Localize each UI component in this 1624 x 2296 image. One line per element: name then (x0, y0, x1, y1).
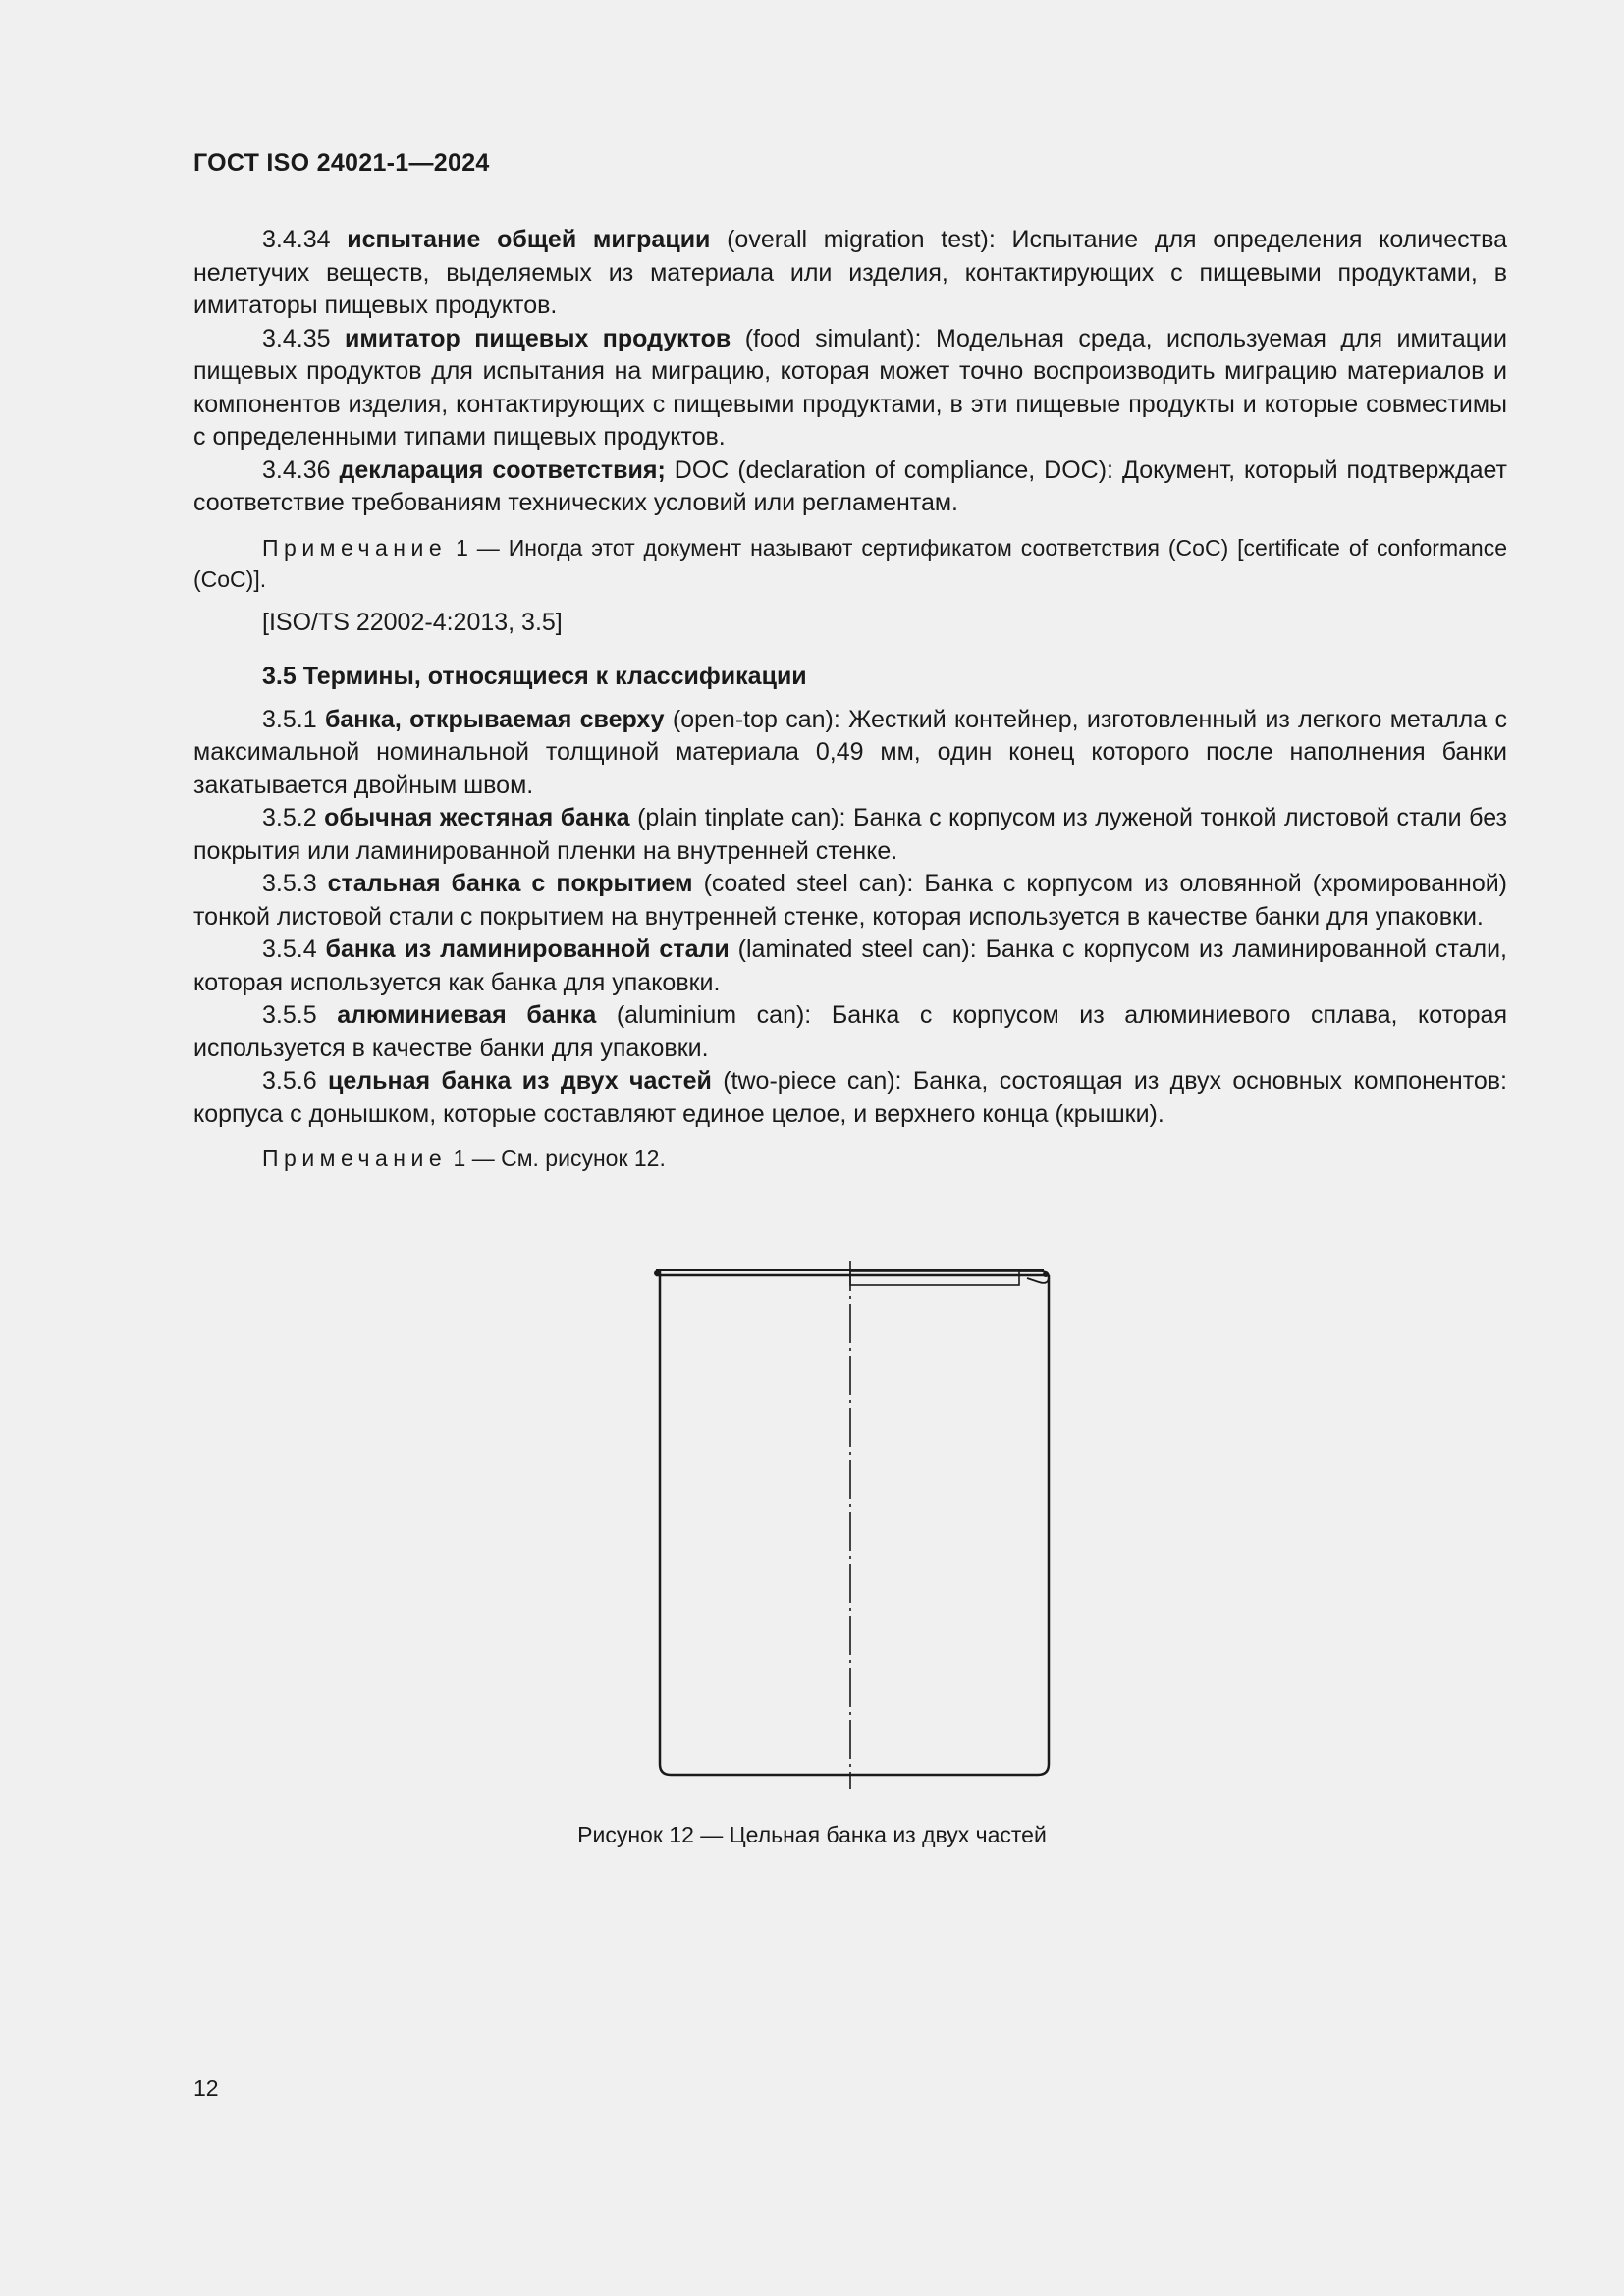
term-3-4-35 (193, 323, 1507, 454)
seam-right (1043, 1271, 1049, 1277)
term-number: 3.5.2 (262, 804, 317, 831)
term-3-5-4 (193, 934, 1507, 999)
term-definition: (open-top can): Жесткий контейнер, изготовленный из легкого металла с максимальной номинальной толщиной материала 0,49 мм, один конец которого после наполнения банки закатывается двойным швом. (193, 705, 1507, 799)
term-definition: (coated steel can): Банка с корпусом из оловянной (хромированной) тонкой листовой стали с покрытием на внутренней стенке, которая используется в качестве банки для упаковки. (193, 870, 1508, 931)
term-title: банка из ламинированной стали (325, 935, 730, 963)
term-title: имитатор пищевых продуктов (344, 324, 731, 352)
term-3-4-34 (193, 224, 1507, 323)
term-title: декларация соответствия; (339, 455, 666, 484)
term-definition: DOC (declaration of compliance, DOC): Документ, который подтверждает соответствие требованиям технических условий или регламентам. (193, 455, 1508, 516)
term-definition: (laminated steel can): Банка с корпусом из ламинированной стали, которая используется как банка для упаковки. (193, 935, 1507, 996)
term-3-4-36 (193, 454, 1507, 520)
figure-caption: Рисунок 12 — Цельная банка из двух частей (577, 1822, 1047, 1847)
term-title: стальная банка с покрытием (327, 870, 693, 897)
term-number: 3.5.3 (262, 870, 317, 897)
note-certificate (193, 532, 1507, 595)
iso-reference: [ISO/TS 22002-4:2013, 3.5] (262, 608, 563, 636)
term-number: 3.4.35 (262, 324, 331, 352)
can-body-outline (660, 1271, 1049, 1775)
term-number: 3.5.1 (262, 705, 317, 733)
term-definition: (aluminium can): Банка с корпусом из алюминиевого сплава, которая используется в качестве банки для упаковки. (193, 1001, 1507, 1062)
term-3-5-1 (193, 704, 1507, 803)
term-title: обычная жестяная банка (324, 804, 630, 831)
term-definition: (overall migration test): Испытание для определения количества нелетучих веществ, выделяемых из материала или изделия, контактирующих с пищевыми продуктами, в имитаторы пищевых продуктов. (193, 226, 1508, 319)
term-definition: (two-piece can): Банка, состоящая из двух основных компонентов: корпуса с донышком, которые составляют единое целое, и верхнего конца (крышки). (193, 1067, 1507, 1128)
note-label: Примечание (262, 534, 448, 561)
term-3-5-3 (193, 868, 1507, 934)
term-definition: (food simulant): Модельная среда, используемая для имитации пищевых продуктов для испытания на миграцию, которая может точно воспроизводить миграцию материалов и компонентов изделия, контактирующих с пищевыми продуктами, в эти пищевые продукты и которые совместимы с определенными типами пищевых продуктов. (193, 324, 1507, 451)
term-definition: (plain tinplate can): Банка с корпусом из луженой тонкой листовой стали без покрытия или ламинированной пленки на внутренней стенке. (193, 804, 1508, 865)
term-3-5-2 (193, 802, 1507, 868)
note-text: 1 — См. рисунок 12. (447, 1146, 666, 1171)
term-3-5-6 (193, 1065, 1507, 1131)
document-body (193, 224, 1507, 1174)
term-number: 3.5.5 (262, 1001, 317, 1029)
note-text: 1 — Иногда этот документ называют сертификатом соответствия (CoC) [certificate of conformance (CoC)]. (193, 534, 1507, 592)
term-number: 3.4.36 (262, 455, 331, 484)
term-3-5-5 (193, 999, 1507, 1065)
term-title: испытание общей миграции (347, 226, 711, 253)
term-title: алюминиевая банка (337, 1001, 597, 1029)
term-title: цельная банка из двух частей (328, 1067, 712, 1095)
note-figure-reference (193, 1143, 1507, 1174)
note-label: Примечание (262, 1146, 448, 1171)
term-title: банка, открываемая сверху (324, 705, 665, 733)
lid-section (850, 1271, 1019, 1285)
two-piece-can-figure (648, 1261, 1060, 1791)
page-number: 12 (193, 2075, 219, 2101)
seam-left (654, 1270, 660, 1276)
term-number: 3.5.6 (262, 1067, 317, 1095)
document-header: ГОСТ ISO 24021-1—2024 (193, 149, 490, 177)
section-3-5-title: 3.5 Термины, относящиеся к классификации (262, 663, 807, 690)
term-number: 3.4.34 (262, 226, 331, 253)
term-number: 3.5.4 (262, 935, 317, 963)
